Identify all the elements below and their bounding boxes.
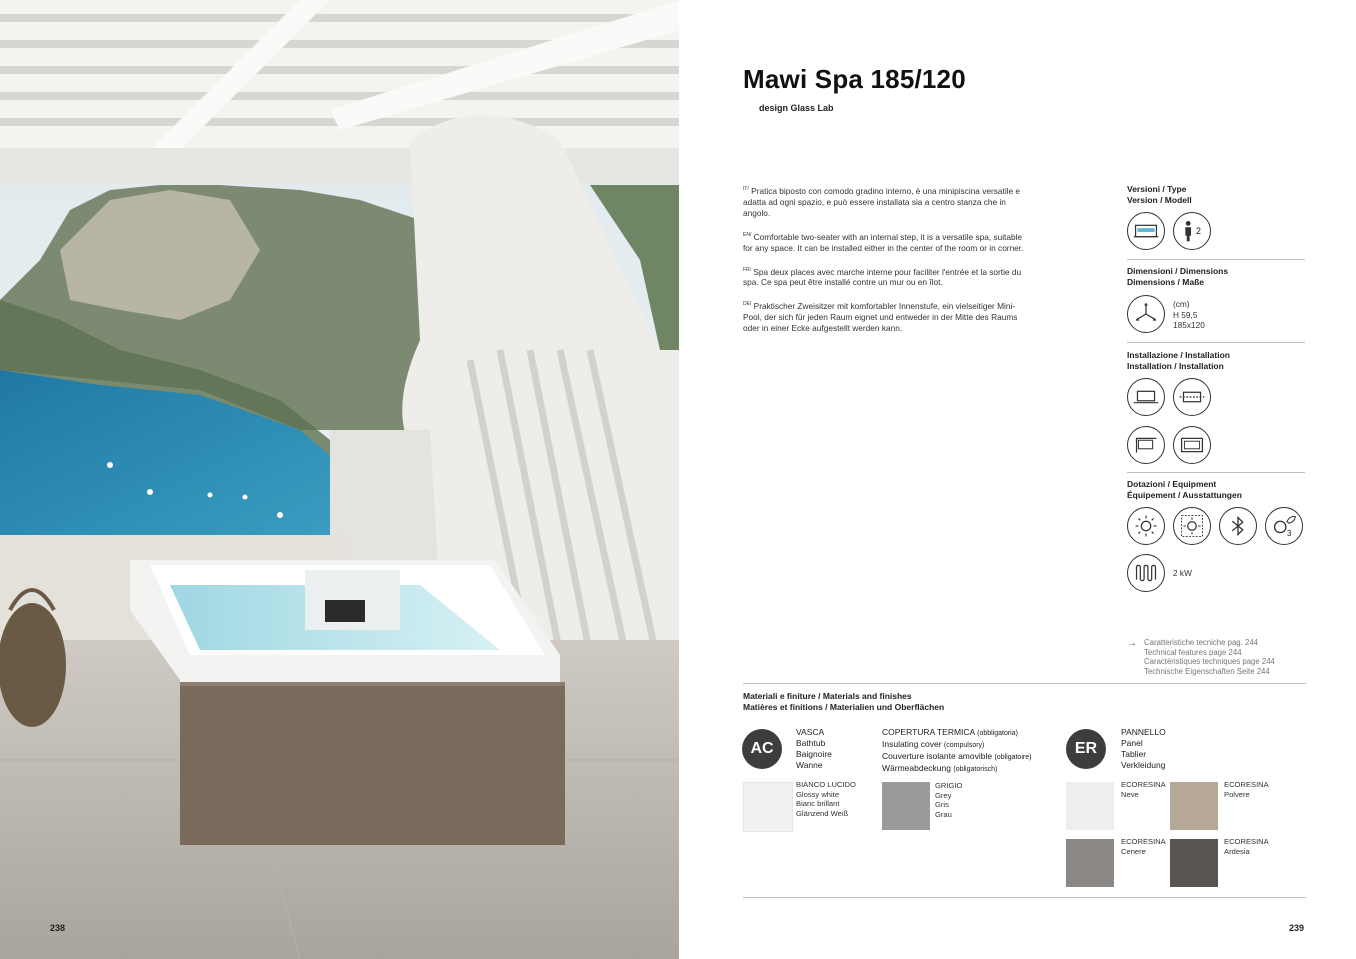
description-it: $^{IT/}$ Pratica biposto con comodo gradino interno, è una minipiscina versatile e adatta ad ogni spazio, e può essere installata sia a centro stanza che in angolo. xyxy=(743,185,1021,218)
divider xyxy=(743,683,1306,684)
dimensions-section xyxy=(1127,266,1305,288)
dimensions-header-1: Dimensioni / Dimensions xyxy=(1127,266,1229,276)
divider xyxy=(1127,259,1305,260)
swatch-ardesia-label: ECORESINA Ardesia xyxy=(1224,837,1269,856)
technical-features-link[interactable] xyxy=(1144,638,1275,676)
heater-power: 2 kW xyxy=(1173,568,1192,578)
installation-header-1: Installazione / Installation xyxy=(1127,350,1230,360)
product-page xyxy=(679,0,1356,959)
corner-install-icon xyxy=(1127,426,1165,464)
dimensions-size: 185x120 xyxy=(1173,320,1205,330)
swatch-bianco-lucido-label: BIANCO LUCIDO Glossy white Bianc brillant Glänzend Weiß xyxy=(796,780,856,818)
swatch-polvere-label: ECORESINA Polvere xyxy=(1224,780,1269,799)
swatch-ecoresina-ardesia[interactable] xyxy=(1170,839,1218,887)
dimensions-height: H 59,5 xyxy=(1173,309,1198,320)
built-in-install-icon xyxy=(1173,378,1211,416)
freestanding-install-icon xyxy=(1127,378,1165,416)
materials-header xyxy=(743,691,944,713)
installation-header-2: Installation / Installation xyxy=(1127,361,1224,371)
dimensions-axes-icon xyxy=(1127,295,1165,333)
divider xyxy=(1127,472,1305,473)
bluetooth-icon xyxy=(1219,507,1257,545)
equipment-section xyxy=(1127,479,1305,501)
swatch-grigio-label: GRIGIO Grey Gris Grau xyxy=(935,781,963,819)
heater-icon xyxy=(1127,554,1165,592)
cover-label: COPERTURA TERMICA (obbligatoria) Insulating cover (compulsory) Couverture isolante amovible (obligatoire) Wärmeabdeckung (obligatorisch) xyxy=(882,727,1032,773)
tub-label: VASCA Bathtub Baignoire Wanne xyxy=(796,727,832,770)
seats-count: 2 xyxy=(1196,226,1202,236)
technical-link-de: Technische Eigenschaften Seite 244 xyxy=(1144,666,1270,676)
swatch-bianco-lucido[interactable] xyxy=(743,782,793,832)
product-description xyxy=(743,184,1033,345)
swatch-ecoresina-cenere[interactable] xyxy=(1066,839,1114,887)
installation-section xyxy=(1127,350,1305,372)
divider xyxy=(743,897,1306,898)
page-number-right: 239 xyxy=(1289,923,1305,933)
equipment-header-1: Dotazioni / Equipment xyxy=(1127,479,1217,489)
ozone-icon xyxy=(1265,507,1303,545)
dimensions-header-2: Dimensions / Maße xyxy=(1127,277,1204,287)
materials-header-2: Matières et finitions / Materialien und Oberflächen xyxy=(743,702,945,712)
swatch-ecoresina-neve[interactable] xyxy=(1066,782,1114,830)
chromotherapy-icon xyxy=(1173,507,1211,545)
technical-link-fr: Caractéristiques techniques page 244 xyxy=(1144,657,1275,667)
divider xyxy=(1127,342,1305,343)
dimensions-unit: (cm) xyxy=(1173,299,1190,309)
swatch-neve-label: ECORESINA Neve xyxy=(1121,780,1166,799)
equipment-header-2: Équipement / Ausstattungen xyxy=(1127,490,1242,500)
person-icon xyxy=(1173,212,1211,250)
technical-link-en: Technical features page 244 xyxy=(1144,647,1242,657)
tub-material-badge: AC xyxy=(742,729,782,769)
materials-header-1: Materiali e finiture / Materials and finishes xyxy=(743,691,912,701)
product-designer: design Glass Lab xyxy=(759,103,834,113)
light-icon xyxy=(1127,507,1165,545)
description-de: $^{DE/}$ Praktischer Zweisitzer mit komfortabler Innenstufe, ein vielseitiger Mini-Pool, der sich für jeden Raum eignet und entweder in der Mitte des Raums oder in einer Ecke aufgestellt werden kann. xyxy=(743,301,1018,334)
versions-section xyxy=(1127,184,1305,206)
swatch-grigio[interactable] xyxy=(882,782,930,830)
description-en: $^{EN/}$ Comfortable two-seater with an internal step, it is a versatile spa, suitable for any space. It can be installed either in the center of the room or in corner. xyxy=(743,231,1024,253)
spa-tub-icon xyxy=(1127,212,1165,250)
product-title: Mawi Spa 185/120 xyxy=(743,64,966,94)
technical-link-it: Caratteristiche tecniche pag. 244 xyxy=(1144,638,1258,647)
description-fr: $^{FR/}$ Spa deux places avec marche interne pour faciliter l'entrée et la sortie du spa. Ce spa peut être installé contre un mur ou en îlot. xyxy=(743,266,1022,288)
versions-header-2: Version / Modell xyxy=(1127,195,1192,205)
arrow-right-icon: → xyxy=(1127,638,1137,649)
panel-label: PANNELLO Panel Tablier Verkleidung xyxy=(1121,727,1166,770)
panel-material-badge: ER xyxy=(1066,729,1106,769)
swatch-cenere-label: ECORESINA Cenere xyxy=(1121,837,1166,856)
dimensions-values xyxy=(1173,299,1205,331)
ozone-subscript: 3 xyxy=(1287,529,1292,538)
page-number-left: 238 xyxy=(50,923,66,933)
versions-header-1: Versioni / Type xyxy=(1127,184,1187,194)
recessed-install-icon xyxy=(1173,426,1211,464)
swatch-ecoresina-polvere[interactable] xyxy=(1170,782,1218,830)
